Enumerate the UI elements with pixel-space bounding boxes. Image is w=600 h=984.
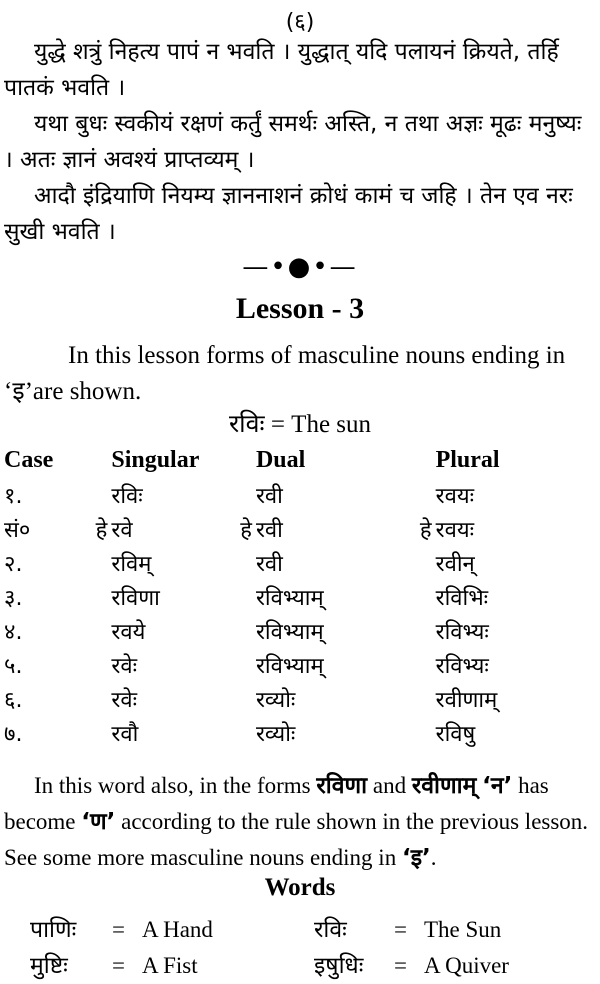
dual-cell: रव्योः (255, 722, 296, 747)
header-plural: Plural (435, 446, 500, 473)
header-singular: Singular (111, 446, 200, 473)
dual-cell: रवी (255, 552, 283, 577)
table-row (4, 478, 600, 512)
paragraph-2-text: यथा बुधः स्वकीयं रक्षणं कर्तुं समर्थः अस्ति, न तथा अज्ञः मूढः मनुष्यः । अतः ज्ञानं अवश्यं प्राप्तव्यम् । (4, 111, 582, 173)
note-quote-3: ‘इ’ (401, 845, 431, 871)
singular-cell: रवेः (111, 688, 138, 713)
case-cell: १. (4, 484, 23, 509)
note-end: . (430, 845, 437, 870)
lesson-title: Lesson - 3 (235, 292, 365, 325)
case-cell: ६. (4, 688, 23, 713)
lesson-intro (4, 338, 594, 410)
table-row (4, 716, 600, 750)
dual-cell: रवी (255, 484, 283, 509)
dual-cell: रवी (255, 518, 283, 543)
word-list-item (30, 948, 509, 980)
vocative-particle: हे (95, 518, 108, 543)
dual-cell: रविभ्याम् (255, 654, 324, 679)
header-dual: Dual (255, 446, 306, 473)
note-part-3: has become (4, 773, 549, 834)
singular-cell: रवेः (111, 654, 138, 679)
plural-cell: रविभ्यः (435, 620, 489, 645)
table-row (4, 682, 600, 716)
lesson-intro-text: In this lesson forms of masculine nouns ending in ‘इ’are shown. (4, 342, 566, 405)
case-cell: सं० (4, 518, 31, 543)
table-row (4, 648, 600, 682)
paragraph-2 (4, 106, 594, 178)
singular-cell: रवये (111, 620, 146, 645)
table-row (4, 546, 600, 580)
words-heading: Words (264, 874, 336, 901)
note-word-2: रवीणाम् (411, 773, 477, 799)
paragraph-3 (4, 178, 594, 250)
word-sanskrit: पाणिः (30, 917, 77, 943)
singular-cell: रविः (111, 484, 143, 509)
plural-cell: रविषु (435, 722, 476, 747)
table-header-row (4, 442, 600, 478)
plural-cell: रविभ्यः (435, 654, 489, 679)
case-cell: ३. (4, 586, 23, 611)
case-cell: ४. (4, 620, 23, 645)
explanatory-note (4, 768, 594, 876)
word-english: The Sun (424, 917, 502, 942)
note-word-1: रविणा (316, 773, 368, 799)
word-english: A Quiver (424, 953, 509, 978)
plural-cell: रवयः (435, 484, 475, 509)
word-equals: = (394, 953, 407, 978)
word-sanskrit: इषुधिः (314, 953, 364, 979)
word-equals: = (112, 917, 125, 942)
note-part-2: and (372, 773, 407, 798)
note-part-4: according to the rule shown in the previous lesson. See some more masculine nouns ending in (4, 809, 589, 870)
word-english: A Hand (142, 917, 213, 942)
page-number: (६) (285, 10, 315, 35)
table-row (4, 614, 600, 648)
declension-table (4, 442, 600, 750)
case-cell: ७. (4, 722, 23, 747)
header-case: Case (4, 446, 54, 473)
singular-cell: रविणा (111, 586, 160, 611)
table-row (4, 580, 600, 614)
word-sanskrit: रविः (314, 917, 347, 943)
paragraph-1 (4, 34, 594, 106)
paragraph-1-text: युद्धे शत्रुं निहत्य पापं न भवति । युद्धात् यदि पलायनं क्रियते, तर्हि पातकं भवति । (4, 39, 559, 101)
plural-cell: रवीणाम् (435, 688, 498, 713)
case-cell: ५. (4, 654, 23, 679)
dual-cell: रव्योः (255, 688, 296, 713)
note-quote-1: ‘न’ (482, 773, 513, 799)
dual-cell: रविभ्याम् (255, 620, 324, 645)
word-sanskrit: मुष्टिः (30, 953, 68, 979)
word-list-item (30, 912, 501, 944)
plural-cell: रवीन् (435, 552, 475, 577)
word-equals: = (112, 953, 125, 978)
case-cell: २. (4, 552, 23, 577)
singular-cell: रवौ (111, 722, 139, 747)
note-part-1: In this word also, in the forms (34, 773, 311, 798)
table-row (4, 512, 600, 546)
vocative-particle: हे (240, 518, 252, 543)
word-heading: रविः = The sun (228, 411, 372, 438)
word-english: A Fist (142, 953, 198, 978)
word-equals: = (394, 917, 407, 942)
dual-cell: रविभ्याम् (255, 586, 324, 611)
singular-cell: रविम् (111, 552, 152, 577)
note-quote-2: ‘ण’ (81, 809, 116, 835)
vocative-particle: हे (419, 518, 432, 543)
paragraph-3-text: आदौ इंद्रियाणि नियम्य ज्ञाननाशनं क्रोधं कामं च जहि । तेन एव नरः सुखी भवति । (4, 183, 573, 245)
plural-cell: रवयः (435, 518, 475, 543)
section-ornament: —•●•— (242, 252, 358, 282)
plural-cell: रविभिः (435, 586, 489, 611)
singular-cell: रवे (111, 518, 133, 543)
